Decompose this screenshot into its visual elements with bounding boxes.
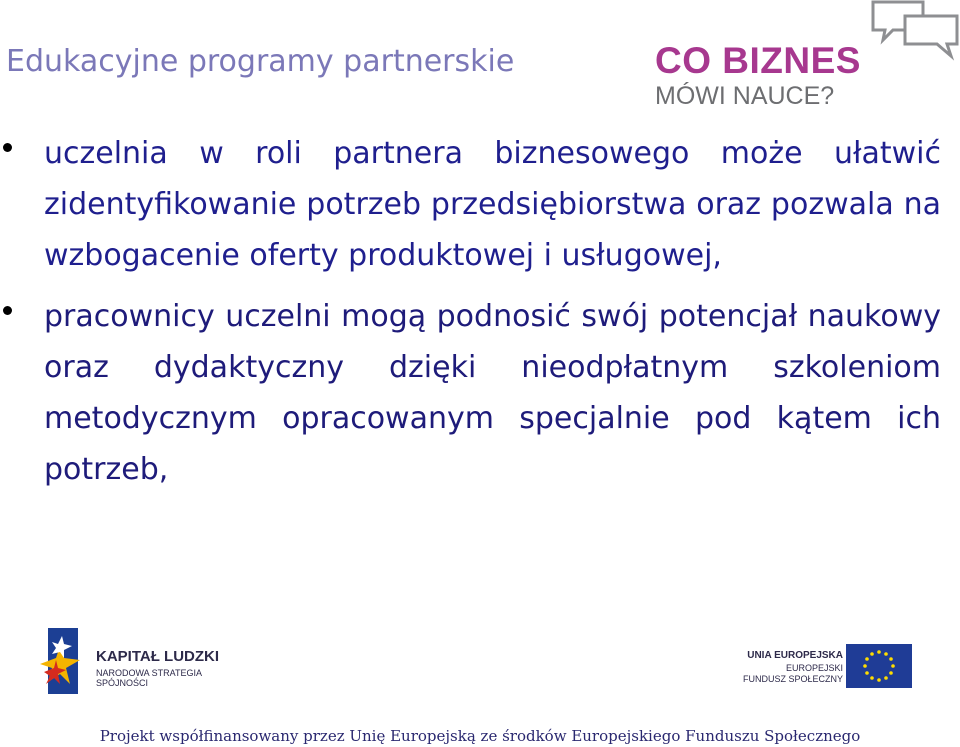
kapital-ludzki-title: KAPITAŁ LUDZKI [96,648,220,665]
eu-label-1: UNIA EUROPEJSKA [747,650,843,661]
bullet-list [0,128,960,505]
kapital-ludzki-subtitle: NARODOWA STRATEGIA SPÓJNOŚCI [96,668,202,688]
eu-logo [740,640,915,692]
slide-title: Edukacyjne programy partnerskie [6,44,515,79]
footer-caption: Projekt współfinansowany przez Unię Europejską ze środków Europejskiego Funduszu Społecznego [99,727,861,745]
eu-flag-icon [846,644,912,688]
kapital-ludzki-emblem-icon [40,628,82,694]
co-biznes-logo [655,0,960,115]
kapital-ludzki-logo [40,628,250,696]
bullet-dot [3,143,12,152]
bullet-text: uczelnia w roli partnera biznesowego może ułatwić zidentyfikowanie potrzeb przedsiębiorstwa oraz pozwala na wzbogacenie oferty produktowej i usługowej, [44,136,941,273]
bullet-item [0,291,960,495]
bullet-text: pracownicy uczelni mogą podnosić swój potencjał naukowy oraz dydaktyczny dzięki nieodpłatnym szkoleniom metodycznym opracowanym specjalnie pod kątem ich potrzeb, [44,299,941,487]
logo-title: CO BIZNES [655,40,861,81]
logo-subtitle: MÓWI NAUCE? [655,82,835,110]
bullet-dot [3,306,12,315]
bullet-item [0,128,960,281]
eu-label-2: EUROPEJSKI [785,663,843,673]
speech-bubbles-icon [871,0,960,62]
eu-label-3: FUNDUSZ SPOŁECZNY [742,674,843,684]
